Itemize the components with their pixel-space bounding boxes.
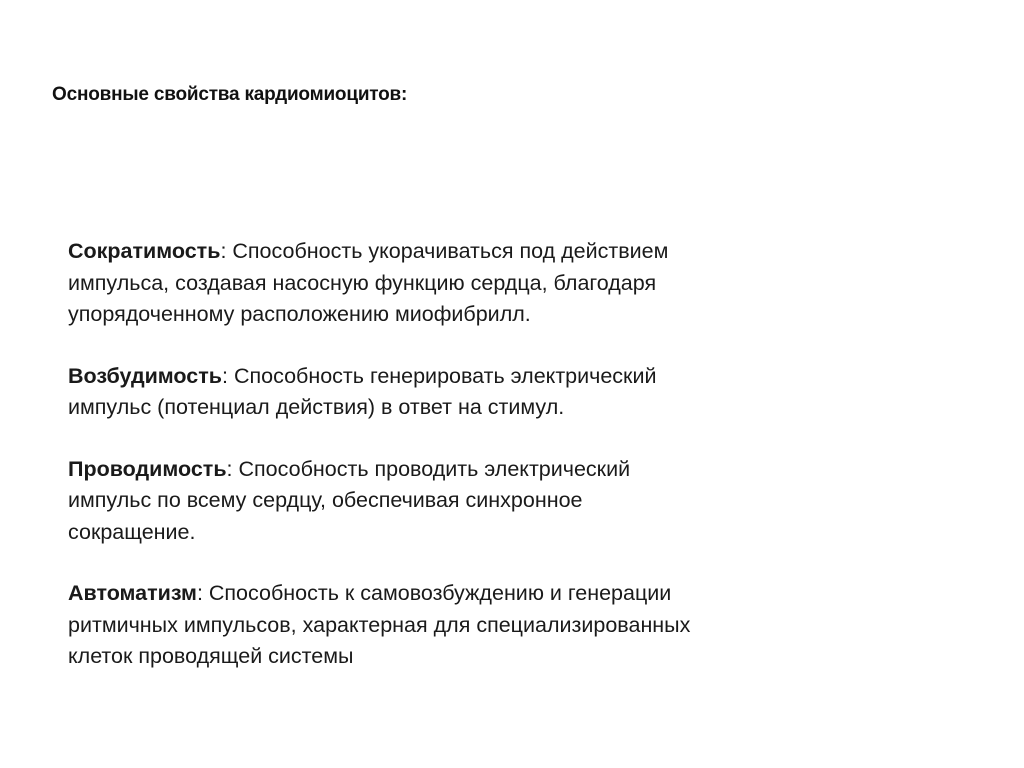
property-description-line: Способность укорачиваться под действием: [232, 239, 669, 263]
property-separator: :: [226, 456, 239, 481]
property-description-line: импульса, создавая насосную функцию сердца, благодаря: [68, 270, 657, 295]
property-description-line: Способность генерировать электрический: [233, 363, 657, 388]
property-term: Сократимость: [68, 239, 221, 263]
property-separator: :: [220, 239, 233, 263]
property-excitability: [68, 361, 868, 424]
property-description-line: импульс (потенциал действия) в ответ на стимул.: [68, 395, 565, 419]
property-description-line: ритмичных импульсов, характерная для специализированных: [68, 612, 691, 637]
property-term: Возбудимость: [68, 363, 222, 388]
property-separator: :: [222, 363, 234, 388]
property-automaticity: [68, 578, 868, 673]
property-description-line: клеток проводящей системы: [68, 644, 354, 668]
property-description-line: упорядоченному расположению миофибрилл.: [68, 302, 531, 326]
property-conductivity: [68, 454, 868, 549]
property-description-line: Способность к самовозбуждению и генерации: [208, 581, 672, 605]
property-description-line: импульс по всему сердцу, обеспечивая синхронное: [68, 488, 583, 512]
property-contractility: [68, 236, 868, 331]
property-separator: :: [196, 581, 209, 605]
properties-list: [68, 236, 868, 703]
slide-title: Основные свойства кардиомиоцитов:: [52, 84, 408, 105]
property-term: Автоматизм: [68, 581, 197, 605]
property-description-line: Способность проводить электрический: [238, 456, 631, 481]
property-term: Проводимость: [68, 456, 227, 481]
property-description-line: сокращение.: [68, 519, 196, 544]
